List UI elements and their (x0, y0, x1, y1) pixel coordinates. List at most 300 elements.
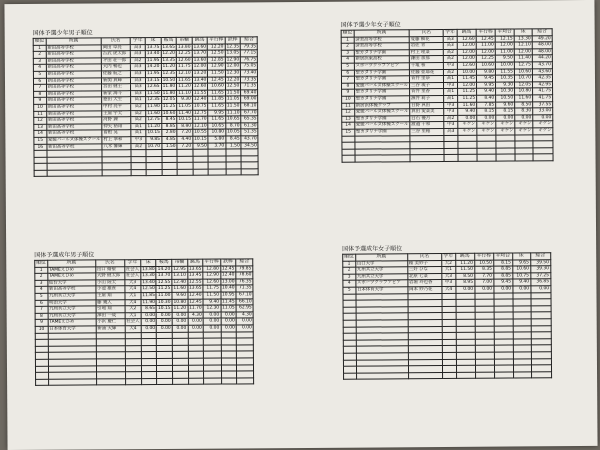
table-cell: 高2 (443, 49, 457, 56)
table-cell: 11.20 (162, 64, 176, 70)
table-cell: 3 (341, 50, 354, 57)
table-cell: 高2 (444, 115, 458, 122)
table-cell: 12.60 (193, 83, 207, 89)
table-cell: 11.45 (222, 299, 235, 305)
table-cell: 佐藤 亜耶花 (409, 69, 443, 76)
table-cell: 新田高等学校 (46, 51, 101, 58)
table-cell: 1 (341, 37, 354, 44)
column-header: 平均台 (495, 29, 514, 36)
empty-cell (513, 372, 531, 379)
table-cell: 0.00 (188, 319, 204, 326)
empty-cell (34, 170, 47, 177)
table-cell: 12.20 (208, 44, 225, 51)
table-cell: 高2 (443, 56, 457, 63)
table-cell: 佐藤 航之 (101, 71, 130, 78)
table-cell: 10.60 (476, 62, 495, 69)
table-cell: 鎌田 加那 (409, 56, 443, 63)
table-cell: 九州共立大学 (48, 293, 96, 300)
table-cell: 13.05 (226, 50, 240, 56)
empty-cell (47, 170, 102, 177)
table-cell: 11.95 (146, 57, 160, 63)
column-header: 氏名 (409, 30, 443, 37)
table-cell: 7 (35, 306, 48, 313)
table-cell: 5 (343, 287, 356, 294)
table-cell: 11.60 (173, 286, 186, 292)
table-cell: 73.35 (241, 76, 258, 83)
table-cell: 4.40 (177, 136, 193, 143)
table-cell: 曽根 晃 (102, 130, 131, 137)
table-cell: 土屋 宇太 (102, 110, 131, 117)
table-cell: キケン (496, 128, 515, 135)
empty-cell (475, 372, 494, 379)
table-cell: 土屋 翔 (96, 293, 125, 300)
table-cell: 3 (343, 274, 356, 281)
table-cell: 13.80 (177, 44, 191, 50)
table-cell: 10.00 (457, 69, 476, 76)
table-cell: 八木 響輝 (102, 143, 131, 150)
table-cell: 1 (343, 261, 356, 268)
table-cell: 5 (35, 293, 48, 300)
table-cell: 大1 (125, 312, 141, 319)
table-cell: 6 (35, 300, 48, 307)
table-cell: 11.90 (142, 299, 155, 305)
table-cell: 12.65 (147, 84, 160, 90)
table-cell: 11.25 (162, 103, 176, 109)
table-cell: 中3 (444, 82, 458, 89)
results-table (341, 28, 554, 162)
table-cell: 高1 (131, 130, 146, 137)
table-cell: 76.35 (236, 279, 253, 286)
table-cell: キケン (477, 121, 496, 128)
column-header: 鉄棒 (225, 37, 241, 44)
table-cell: 宮田 健士 (102, 84, 131, 91)
table-title: 国体予選少年女子順位 (340, 21, 401, 29)
table-cell: 9.40 (477, 88, 496, 95)
table-cell: 11.05 (222, 305, 235, 311)
table-cell: 12.50 (142, 286, 155, 292)
table-cell: 12.35 (226, 44, 240, 50)
table-cell: 11.50 (147, 90, 160, 96)
table-cell: 10.75 (193, 103, 207, 109)
table-cell: 12.15 (495, 36, 514, 43)
table-cell: キケン (515, 128, 533, 135)
column-header: 跳馬 (455, 253, 474, 260)
table-cell: 41.75 (533, 88, 553, 95)
table-cell: 10.60 (512, 266, 530, 273)
table-cell: 愛媛パールズ体操スクール (355, 82, 409, 89)
table-cell: 社会人 (126, 319, 140, 325)
table-cell: 11.25 (157, 286, 171, 292)
table-cell: 仲矢 裕翔 (102, 123, 131, 130)
table-cell: 10.40 (221, 285, 235, 291)
table-cell: 13.45 (188, 272, 202, 278)
table-cell: 12.55 (188, 279, 202, 285)
column-header: 学年 (441, 253, 455, 260)
table-cell: 9.50 (193, 143, 209, 150)
table-cell: 4.30 (236, 312, 253, 319)
table-cell: 0.00 (515, 115, 533, 122)
table-cell: 43.60 (532, 68, 552, 75)
table-cell: 愛媛パールズ体操スクール (47, 137, 101, 143)
table-cell: 青井 里香 (410, 89, 444, 96)
empty-cell (162, 169, 178, 176)
table-cell: 7.20 (177, 143, 193, 150)
table-cell: 0.00 (141, 312, 157, 319)
table-cell: 12.95 (173, 266, 186, 272)
table-cell: 新居浜体操クラブ (354, 102, 409, 109)
table-cell: 中3 (441, 280, 455, 287)
table-cell: 10.65 (226, 116, 240, 122)
empty-cell (408, 372, 442, 379)
empty-cell (410, 155, 444, 162)
table-cell: 0.00 (156, 312, 172, 319)
table-cell: 12.00 (458, 82, 477, 89)
table-cell: 13.60 (193, 57, 207, 63)
table-cell: 10.50 (474, 260, 493, 267)
table-cell: 11.55 (193, 90, 207, 96)
table-cell: 新田高等学校 (48, 286, 96, 293)
table-cell: 源井 莉子 (410, 95, 444, 102)
results-table (33, 36, 259, 177)
table-cell: 51.35 (241, 129, 258, 136)
table-adult-women (342, 244, 552, 380)
table-cell: 11.75 (203, 285, 220, 292)
table-cell: 高1 (444, 89, 458, 96)
table-cell: キケン (515, 121, 533, 128)
table-cell: 11.40 (514, 55, 532, 62)
table-cell: 明治大学 (48, 299, 96, 306)
table-cell: 11 (34, 111, 47, 118)
table-cell: 12.75 (514, 62, 532, 69)
table-adult-men (34, 250, 254, 386)
empty-cell (456, 372, 475, 379)
table-cell: 聖カタリナ学園 (354, 129, 409, 136)
table-cell: 0.00 (494, 286, 513, 293)
table-youth-women (341, 20, 554, 162)
column-header: 学年 (124, 260, 140, 267)
table-cell: 12.05 (162, 97, 176, 103)
table-cell: 11.20 (147, 123, 160, 129)
table-cell: 仙台大学 (47, 280, 95, 287)
table-cell: 42.95 (533, 81, 553, 88)
table-cell: 高2 (131, 143, 146, 150)
table-cell: 11 (342, 103, 355, 110)
table-title: 国体予選少年男子順位 (32, 29, 93, 37)
table-cell: 11.95 (146, 70, 160, 77)
table-cell: 村上 寧和 (102, 137, 131, 144)
table-cell: 13.75 (146, 44, 160, 50)
table-cell: 小浜 慶仁 (96, 319, 125, 326)
table-cell: 9 (35, 320, 48, 327)
results-table (342, 252, 551, 380)
table-cell: 小池 雄貴 (96, 286, 125, 293)
table-cell: 78.60 (236, 272, 253, 279)
empty-cell (96, 378, 125, 385)
table-cell: 2.80 (161, 130, 177, 137)
table-cell: 新田高等学校 (46, 130, 101, 137)
table-cell: 8.15 (493, 260, 512, 267)
table-cell: 日本体育大学 (48, 326, 96, 333)
table-cell: 大4 (442, 286, 456, 293)
table-cell: 12.00 (476, 49, 495, 56)
empty-cell (237, 378, 254, 385)
table-cell: 0.00 (513, 286, 531, 293)
table-cell: 76.75 (241, 57, 258, 64)
blank-row (34, 169, 258, 177)
table-cell: 1 (35, 267, 48, 274)
table-cell: 藤 幾人 (96, 299, 125, 306)
table-cell: 0.00 (221, 325, 237, 332)
empty-cell (36, 379, 49, 386)
table-cell: 10.70 (147, 143, 161, 149)
empty-cell (221, 378, 237, 385)
table-cell: 真田 愛菜美 (410, 109, 444, 116)
table-cell: 9.80 (476, 69, 495, 76)
table-cell: 高2 (443, 69, 457, 76)
table-cell: 13.70 (157, 273, 171, 279)
table-cell: 済美高等学校 (354, 36, 409, 43)
table-cell: 1.50 (226, 142, 242, 149)
table-cell: 14.20 (146, 64, 160, 70)
table-cell: 社会人 (125, 266, 140, 272)
empty-cell (125, 378, 141, 385)
empty-cell (146, 169, 162, 176)
table-cell: 中3 (443, 62, 457, 69)
table-cell: 3 (33, 58, 46, 65)
table-cell: 河野 錬 (102, 117, 131, 124)
column-header: 平行棒 (209, 37, 224, 43)
column-header: 氏名 (101, 38, 130, 45)
table-cell: 岡本 紗乃花 (408, 286, 442, 293)
table-cell: 11.45 (457, 75, 476, 82)
table-cell: 4 (341, 57, 354, 64)
table-cell: 61.30 (241, 123, 258, 130)
table-title: 国体予選成年女子順位 (342, 245, 403, 253)
table-cell: 0.00 (477, 115, 496, 122)
table-cell: 山口大学 (355, 260, 407, 267)
table-cell: 10.60 (208, 83, 225, 90)
table-cell: 12.30 (203, 305, 220, 312)
empty-cell (442, 372, 456, 379)
table-cell: 白石 優月 (410, 115, 444, 122)
table-cell: 0.00 (188, 325, 204, 332)
table-cell: 0.00 (458, 115, 477, 122)
empty-cell (515, 154, 533, 161)
table-cell: 36.85 (530, 279, 550, 286)
table-cell: 11.60 (147, 110, 160, 116)
table-cell: 高3 (130, 77, 145, 84)
table-cell: 12.45 (476, 36, 495, 43)
table-cell: 16 (34, 144, 47, 151)
table-cell: 12.90 (203, 272, 220, 279)
table-cell: 5.80 (208, 136, 225, 143)
table-cell: 8.50 (515, 101, 533, 108)
table-cell: 0.00 (221, 312, 237, 319)
table-cell: 九州共立大学 (355, 274, 407, 281)
table-cell: 12.75 (147, 117, 160, 123)
empty-cell (188, 378, 204, 385)
table-cell: 62.95 (236, 305, 253, 312)
table-cell: 11.25 (458, 89, 477, 96)
table-cell: 0.00 (203, 318, 220, 325)
table-cell: スポーツクラブアピア (354, 63, 409, 70)
table-cell: 0.00 (172, 319, 188, 326)
table-cell: 9.40 (512, 279, 530, 286)
table-cell: キケン (496, 121, 515, 128)
table-cell: 新田高等学校 (46, 110, 101, 117)
empty-cell (477, 154, 496, 161)
table-cell: 2 (343, 267, 356, 274)
table-cell: 高3 (444, 128, 458, 135)
table-cell: 10.80 (173, 299, 187, 305)
table-cell: 大2 (441, 260, 455, 267)
column-header: 学年 (443, 29, 457, 36)
table-cell: 11.65 (208, 103, 225, 110)
table-cell: 10.55 (194, 129, 207, 136)
table-cell: 71.35 (236, 285, 253, 292)
table-cell: 10.80 (515, 88, 533, 95)
table-cell: 12.50 (208, 50, 225, 57)
table-cell: 10.15 (147, 130, 160, 136)
table-cell: 12 (342, 109, 355, 116)
table-cell: 12.00 (193, 64, 207, 70)
table-cell: 0.00 (496, 115, 515, 122)
table-cell: 11.75 (178, 64, 191, 70)
blank-row (344, 371, 552, 379)
table-cell: 0.00 (203, 325, 220, 332)
table-title: 国体予選成年男子順位 (34, 251, 95, 259)
table-cell: 大4 (125, 286, 141, 293)
table-cell: 小山 陸太 (95, 280, 124, 287)
column-header: 平行棒 (476, 29, 495, 36)
table-cell: 新田高等学校 (46, 84, 101, 91)
table-cell: 10 (35, 326, 48, 333)
table-cell: 12.45 (221, 266, 235, 272)
table-cell: 渡邉 十和 (410, 122, 444, 129)
empty-cell (458, 155, 477, 162)
table-cell: 41.75 (533, 95, 553, 102)
table-cell: 68.10 (241, 103, 258, 110)
table-cell: 48.00 (532, 42, 552, 49)
column-header: 順位 (36, 260, 46, 266)
table-cell: 7 (341, 76, 354, 83)
table-cell: 8 (35, 313, 48, 320)
table-cell: 12.00 (457, 42, 476, 49)
column-header: 総合 (240, 37, 257, 44)
table-cell: 0.00 (475, 286, 494, 293)
table-cell: 33.00 (533, 108, 553, 115)
table-cell: 8.70 (226, 123, 242, 130)
table-cell: 4 (35, 287, 48, 294)
empty-cell (355, 155, 410, 162)
table-cell: 10.30 (496, 88, 515, 95)
table-cell: 11.50 (455, 266, 474, 273)
column-header: 順位 (342, 30, 353, 36)
empty-cell (204, 378, 221, 385)
table-cell: 1.50 (162, 143, 178, 150)
table-cell: 引地 翔 (96, 306, 125, 313)
table-cell: 新田高等学校 (46, 77, 101, 84)
column-header: 総合 (530, 253, 550, 260)
table-cell: 高1 (131, 97, 146, 104)
table-cell: 新関 真輝 (101, 77, 130, 84)
table-cell: 新田高等学校 (46, 44, 101, 51)
table-cell: 平田 荘一郎 (101, 57, 130, 64)
table-cell: 69.40 (241, 90, 258, 97)
column-header: 所属 (354, 30, 409, 37)
table-cell: キケン (477, 128, 496, 135)
table-cell: 7.70 (474, 273, 493, 280)
table-cell: 7 (34, 84, 47, 91)
table-cell: 高3 (131, 84, 146, 91)
column-header: 順位 (34, 38, 45, 44)
table-cell: 8.35 (474, 266, 493, 273)
table-cell: 12.00 (514, 49, 532, 56)
table-cell: 済美高等学校 (354, 43, 409, 50)
table-cell: 15 (34, 137, 47, 144)
table-cell: 12.10 (194, 123, 207, 129)
score-sheet-photo (4, 0, 597, 450)
table-cell: 10 (34, 104, 47, 111)
table-cell: 8.15 (496, 108, 515, 115)
table-cell: 0.00 (533, 114, 553, 121)
table-cell: 10.80 (208, 129, 225, 136)
empty-cell (157, 378, 173, 385)
table-cell: 12.05 (515, 82, 533, 89)
table-cell: 8.30 (515, 108, 533, 115)
table-cell: 10.00 (495, 62, 514, 69)
table-cell: 11.20 (455, 260, 474, 267)
table-cell: 12.45 (208, 77, 225, 84)
table-cell: 13.65 (162, 44, 175, 50)
column-header: 所属 (355, 254, 407, 261)
table-cell: 10.75 (512, 273, 530, 280)
table-cell: 71.35 (241, 83, 258, 90)
table-cell: 高3 (130, 71, 145, 78)
table-cell: 11.60 (458, 102, 477, 109)
table-cell: 48.00 (532, 49, 552, 56)
table-cell: 37.55 (533, 101, 553, 108)
table-cell: 8.65 (141, 306, 157, 313)
table-cell: 12.30 (226, 70, 240, 76)
table-cell: 8.45 (161, 116, 177, 123)
table-cell: 大3 (124, 279, 140, 286)
table-cell: 新田高等学校 (46, 117, 101, 124)
table-cell: 77.15 (241, 50, 258, 57)
table-cell: 大2 (125, 306, 141, 313)
table-cell: 11.70 (189, 305, 202, 311)
table-cell: 12.90 (208, 63, 225, 70)
table-cell: 12.80 (203, 266, 220, 273)
table-cell: 13.40 (142, 279, 155, 285)
table-cell: 0.00 (172, 325, 188, 332)
table-cell: 14 (342, 122, 355, 129)
table-cell: 2 (35, 273, 48, 280)
table-cell: 9.85 (146, 136, 162, 143)
table-cell: キケン (533, 121, 553, 128)
table-cell: 13.40 (193, 77, 207, 83)
table-cell: 13.20 (193, 70, 207, 76)
table-cell: 12.40 (189, 292, 202, 298)
column-header: 鉄棒 (220, 259, 236, 266)
table-cell: 2 (341, 43, 354, 50)
table-cell: 11.60 (515, 95, 533, 102)
table-cell: 高3 (443, 43, 457, 50)
table-cell: 0.00 (157, 319, 173, 326)
table-cell: 高2 (131, 110, 146, 117)
table-cell: 12.50 (226, 83, 240, 89)
table-cell: 11.85 (208, 96, 225, 103)
